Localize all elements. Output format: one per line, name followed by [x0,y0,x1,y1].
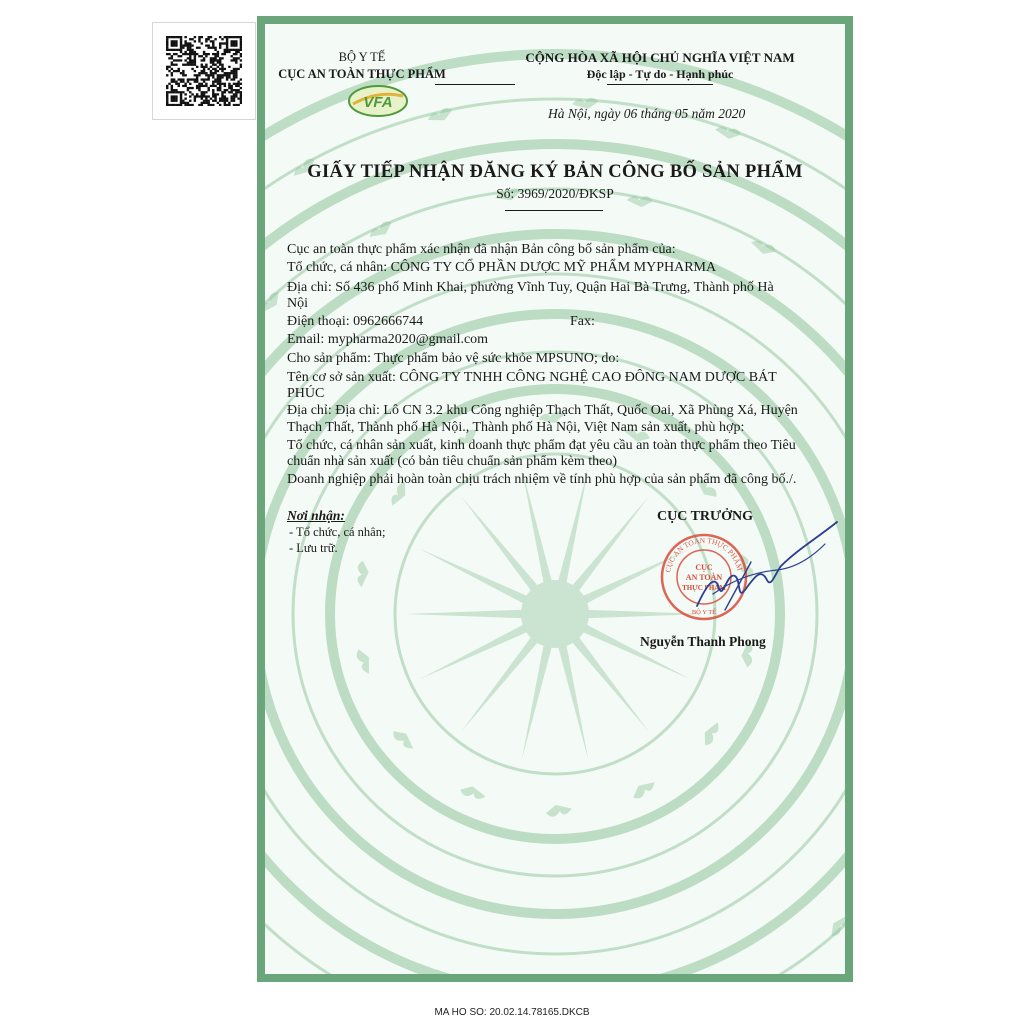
certificate [257,16,853,982]
dossier-code: MA HO SO: 20.02.14.78165.DKCB [434,1007,590,1018]
agency-name: CỤC AN TOÀN THỰC PHẨM [278,67,446,81]
manufacturer-line-2: PHÚC [287,386,325,401]
stamp-inner-text: THỰC PHẨM [682,584,726,592]
stamp-ring-text: CỤC AN TOÀN THỰC PHẨM [663,535,745,574]
motto-underline [607,84,713,85]
responsibility-line: Doanh nghiệp phải hoàn toàn chịu trách nhiệm về tính phù hợp của sản phẩm đã công bố./. [287,472,797,487]
qr-code [152,22,256,120]
handwritten-signature [685,514,845,634]
address-line-1: Địa chỉ: Số 436 phố Minh Khai, phường Vĩnh Tuy, Quận Hai Bà Trưng, Thành phố Hà [287,280,774,295]
qr-code-icon [166,36,242,106]
title-underline [505,210,603,211]
agency-underline [435,84,515,85]
product-line: Cho sản phẩm: Thực phẩm bảo vệ sức khỏe MPSUNO; do: [287,351,620,366]
date-line: Hà Nội, ngày 06 tháng 05 năm 2020 [548,106,746,121]
document-number: Số: 3969/2020/ĐKSP [496,186,614,201]
standard-line-1: Tổ chức, cá nhân sản xuất, kinh doanh thực phẩm đạt yêu cầu an toàn thực phẩm theo Tiêu [287,438,796,453]
vfa-logo-text: VFA [363,94,393,111]
mfg-address-line-2: Thạch Thất, Thành phố Hà Nội., Thành phố Hà Nội, Việt Nam sản xuất, phù hợp: [287,420,745,435]
phone-line: Điện thoại: 0962666744 [287,314,424,329]
stamp-bottom-text: BỘ Y TẾ [691,609,717,616]
recipient-item: - Lưu trữ. [289,541,338,555]
email-line: Email: mypharma2020@gmail.com [287,332,489,347]
fax-line: Fax: [570,314,595,329]
vfa-logo-icon [347,84,409,118]
stamp-inner-text: CỤC [695,563,713,572]
national-motto: Độc lập - Tự do - Hạnh phúc [586,67,734,81]
ministry-name: BỘ Y TẾ [338,50,386,64]
recipients-label: Nơi nhận: [287,508,345,523]
intro-line: Cục an toàn thực phẩm xác nhận đã nhận Bản công bố sản phẩm của: [287,242,676,257]
republic-name: CỘNG HÒA XÃ HỘI CHỦ NGHĨA VIỆT NAM [525,50,795,65]
signer-role: CỤC TRƯỞNG [657,509,754,524]
mfg-address-line-1: Địa chỉ: Địa chỉ: Lô CN 3.2 khu Công nghiệp Thạch Thất, Quốc Oai, Xã Phùng Xá, Huyện [287,403,798,418]
stamp-inner-text: AN TOÀN [685,573,723,582]
recipient-item: - Tổ chức, cá nhân; [289,525,386,539]
document-title: GIẤY TIẾP NHẬN ĐĂNG KÝ BẢN CÔNG BỐ SẢN PHẨM [307,162,803,182]
address-line-2: Nội [287,296,308,311]
standard-line-2: chuẩn nhà sản xuất (có bản tiêu chuẩn sản phẩm kèm theo) [287,454,618,469]
manufacturer-line-1: Tên cơ sở sản xuất: CÔNG TY TNHH CÔNG NGHỆ CAO ĐÔNG NAM DƯỢC BÁT [287,370,777,385]
organization-line: Tổ chức, cá nhân: CÔNG TY CỔ PHẦN DƯỢC MỸ PHẨM MYPHARMA [287,260,717,275]
signer-name: Nguyễn Thanh Phong [640,634,766,649]
